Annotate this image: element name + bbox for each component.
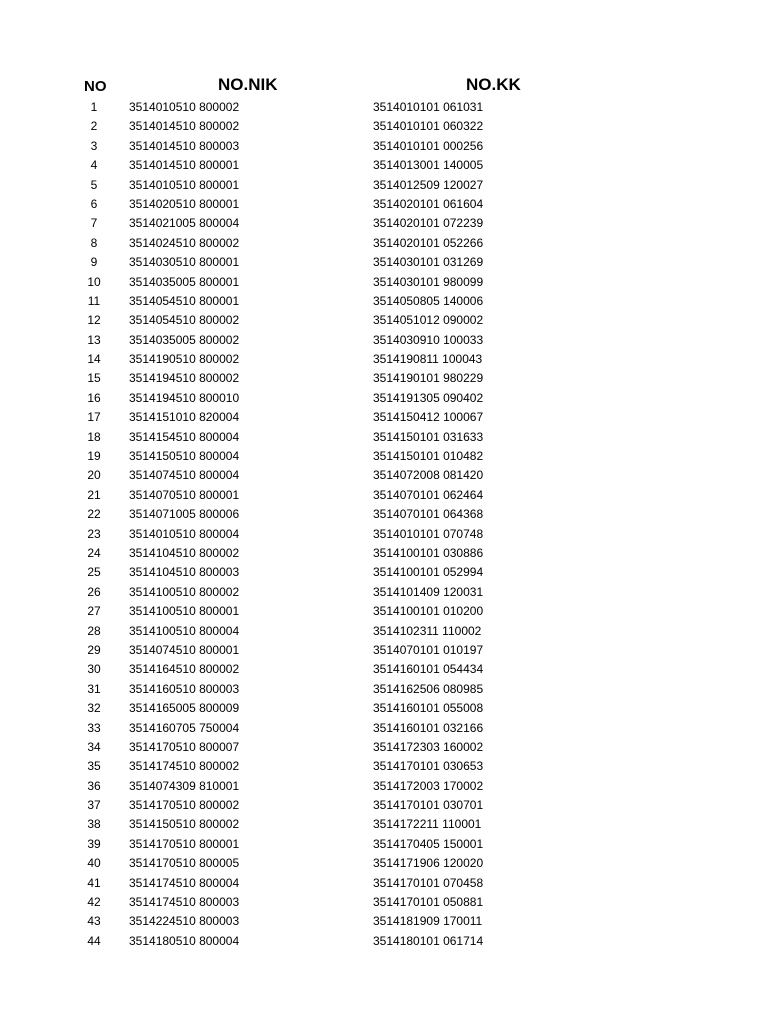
row-number: 40 <box>87 856 101 871</box>
table-row <box>0 234 768 253</box>
row-number: 3 <box>90 138 98 153</box>
row-number: 19 <box>87 449 101 464</box>
kk-cell: 3514170101 070458 <box>373 875 484 890</box>
kk-cell: 3514013001 140005 <box>373 158 484 173</box>
column-header-kk: NO.KK <box>466 75 521 94</box>
table-row <box>0 680 768 699</box>
table-row <box>0 622 768 641</box>
table-row <box>0 117 768 136</box>
row-number: 9 <box>90 255 98 270</box>
row-number: 17 <box>87 410 101 425</box>
nik-cell: 3514035005 800001 <box>129 274 240 289</box>
nik-cell: 3514010510 800002 <box>129 100 240 114</box>
kk-cell: 3514020101 061604 <box>373 196 484 211</box>
table-row <box>0 408 768 427</box>
row-number: 25 <box>87 565 101 580</box>
kk-cell: 3514190101 980229 <box>373 371 484 386</box>
table-row <box>0 815 768 834</box>
nik-cell: 3514164510 800002 <box>129 662 240 677</box>
table-row <box>0 835 768 854</box>
table-header <box>0 72 768 98</box>
row-number: 5 <box>90 177 98 192</box>
table-row <box>0 195 768 214</box>
row-number: 27 <box>87 604 101 619</box>
data-table <box>0 72 768 951</box>
kk-cell: 3514051012 090002 <box>373 313 484 328</box>
nik-cell: 3514170510 800005 <box>129 856 240 871</box>
row-number: 35 <box>87 759 101 774</box>
table-row <box>0 583 768 602</box>
row-number: 34 <box>87 739 101 754</box>
table-row <box>0 428 768 447</box>
nik-cell: 3514160705 750004 <box>129 720 240 735</box>
nik-cell: 3514074510 800004 <box>129 468 240 483</box>
table-row <box>0 563 768 582</box>
kk-cell: 3514171906 120020 <box>373 856 484 871</box>
nik-cell: 3514150510 800002 <box>129 817 240 832</box>
row-number: 7 <box>90 216 98 231</box>
table-row <box>0 176 768 195</box>
kk-cell: 3514030101 031269 <box>373 255 484 270</box>
nik-cell: 3514194510 800002 <box>129 371 240 386</box>
table-row <box>0 912 768 931</box>
kk-cell: 3514070101 064368 <box>373 507 484 522</box>
kk-cell: 3514030101 980099 <box>373 274 484 289</box>
nik-cell: 3514071005 800006 <box>129 507 240 522</box>
row-number: 14 <box>87 352 101 367</box>
row-number: 11 <box>87 293 101 308</box>
kk-cell: 3514020101 052266 <box>373 235 484 250</box>
nik-cell: 3514030510 800001 <box>129 255 240 270</box>
row-number: 12 <box>87 313 101 328</box>
kk-cell: 3514100101 030886 <box>373 545 484 560</box>
kk-cell: 3514170101 030653 <box>373 759 484 774</box>
nik-cell: 3514170510 800001 <box>129 836 240 851</box>
table-row <box>0 292 768 311</box>
nik-cell: 3514074309 810001 <box>129 778 240 793</box>
kk-cell: 3514190811 100043 <box>373 352 483 367</box>
table-row <box>0 253 768 272</box>
nik-cell: 3514070510 800001 <box>129 487 240 502</box>
kk-cell: 3514172003 170002 <box>373 778 484 793</box>
kk-cell: 3514072008 081420 <box>373 468 484 483</box>
nik-cell: 3514021005 800004 <box>129 216 240 231</box>
row-number: 41 <box>87 875 101 890</box>
table-row <box>0 389 768 408</box>
kk-cell: 3514101409 120031 <box>373 584 484 599</box>
nik-cell: 3514194510 800010 <box>129 390 240 405</box>
row-number: 23 <box>87 526 101 541</box>
kk-cell: 3514070101 062464 <box>373 487 484 502</box>
nik-cell: 3514190510 800002 <box>129 352 240 367</box>
kk-cell: 3514160101 054434 <box>373 662 484 677</box>
table-row <box>0 466 768 485</box>
row-number: 30 <box>87 662 101 677</box>
nik-cell: 3514154510 800004 <box>129 429 240 444</box>
nik-cell: 3514010510 800004 <box>129 526 240 541</box>
row-number: 24 <box>87 545 101 560</box>
table-body <box>0 98 768 951</box>
table-row <box>0 602 768 621</box>
table-row <box>0 525 768 544</box>
kk-cell: 3514010101 070748 <box>373 526 484 541</box>
kk-cell: 3514010101 060322 <box>373 119 484 134</box>
nik-cell: 3514100510 800001 <box>129 604 240 619</box>
table-row <box>0 369 768 388</box>
kk-cell: 3514180101 061714 <box>373 933 484 948</box>
kk-cell: 3514170101 050881 <box>373 895 484 910</box>
kk-cell: 3514030910 100033 <box>373 332 484 347</box>
kk-cell: 3514150101 031633 <box>373 429 484 444</box>
row-number: 44 <box>87 933 101 948</box>
table-row <box>0 893 768 912</box>
row-number: 1 <box>90 100 98 114</box>
table-row <box>0 214 768 233</box>
nik-cell: 3514014510 800003 <box>129 138 240 153</box>
kk-cell: 3514160101 055008 <box>373 701 484 716</box>
row-number: 13 <box>87 332 101 347</box>
nik-cell: 3514014510 800002 <box>129 119 240 134</box>
row-number: 4 <box>90 158 98 173</box>
table-row <box>0 719 768 738</box>
row-number: 39 <box>87 836 101 851</box>
row-number: 21 <box>87 487 101 502</box>
kk-cell: 3514100101 010200 <box>373 604 484 619</box>
table-row <box>0 311 768 330</box>
table-row <box>0 156 768 175</box>
kk-cell: 3514100101 052994 <box>373 565 484 580</box>
kk-cell: 3514160101 032166 <box>373 720 484 735</box>
nik-cell: 3514170510 800002 <box>129 798 240 813</box>
kk-cell: 3514162506 080985 <box>373 681 484 696</box>
table-row <box>0 350 768 369</box>
nik-cell: 3514104510 800003 <box>129 565 240 580</box>
row-number: 28 <box>87 623 101 638</box>
nik-cell: 3514180510 800004 <box>129 933 240 948</box>
row-number: 37 <box>87 798 101 813</box>
table-row <box>0 874 768 893</box>
kk-cell: 3514050805 140006 <box>373 293 484 308</box>
nik-cell: 3514074510 800001 <box>129 642 240 657</box>
nik-cell: 3514024510 800002 <box>129 235 240 250</box>
table-row <box>0 505 768 524</box>
table-row <box>0 738 768 757</box>
table-row <box>0 544 768 563</box>
table-row <box>0 777 768 796</box>
column-header-no: NO <box>84 78 107 95</box>
nik-cell: 3514151010 820004 <box>129 410 240 425</box>
kk-cell: 3514191305 090402 <box>373 390 484 405</box>
row-number: 10 <box>87 274 101 289</box>
table-row <box>0 699 768 718</box>
nik-cell: 3514100510 800002 <box>129 584 240 599</box>
table-row <box>0 331 768 350</box>
nik-cell: 3514010510 800001 <box>129 177 240 192</box>
kk-cell: 3514070101 010197 <box>373 642 484 657</box>
nik-cell: 3514174510 800002 <box>129 759 240 774</box>
row-number: 22 <box>87 507 101 522</box>
table-row <box>0 641 768 660</box>
row-number: 36 <box>87 778 101 793</box>
nik-cell: 3514160510 800003 <box>129 681 240 696</box>
nik-cell: 3514020510 800001 <box>129 196 240 211</box>
row-number: 6 <box>90 196 98 211</box>
table-row <box>0 796 768 815</box>
nik-cell: 3514054510 800001 <box>129 293 240 308</box>
nik-cell: 3514104510 800002 <box>129 545 240 560</box>
row-number: 42 <box>87 895 101 910</box>
nik-cell: 3514150510 800004 <box>129 449 240 464</box>
kk-cell: 3514170405 150001 <box>373 836 484 851</box>
table-row <box>0 757 768 776</box>
row-number: 8 <box>90 235 98 250</box>
column-header-nik: NO.NIK <box>218 75 278 94</box>
table-row <box>0 273 768 292</box>
kk-cell: 3514181909 170011 <box>373 914 483 929</box>
nik-cell: 3514014510 800001 <box>129 158 240 173</box>
nik-cell: 3514035005 800002 <box>129 332 240 347</box>
kk-cell: 3514010101 061031 <box>373 100 484 114</box>
table-row <box>0 660 768 679</box>
nik-cell: 3514170510 800007 <box>129 739 240 754</box>
nik-cell: 3514100510 800004 <box>129 623 240 638</box>
row-number: 43 <box>87 914 101 929</box>
row-number: 18 <box>87 429 101 444</box>
kk-cell: 3514172211 110001 <box>373 817 482 832</box>
kk-cell: 3514020101 072239 <box>373 216 484 231</box>
nik-cell: 3514054510 800002 <box>129 313 240 328</box>
nik-cell: 3514174510 800003 <box>129 895 240 910</box>
kk-cell: 3514010101 000256 <box>373 138 484 153</box>
table-row <box>0 137 768 156</box>
table-row <box>0 447 768 466</box>
table-row <box>0 98 768 117</box>
kk-cell: 3514102311 110002 <box>373 623 482 638</box>
nik-cell: 3514165005 800009 <box>129 701 240 716</box>
kk-cell: 3514170101 030701 <box>373 798 484 813</box>
table-row <box>0 486 768 505</box>
row-number: 33 <box>87 720 101 735</box>
nik-cell: 3514224510 800003 <box>129 914 240 929</box>
row-number: 20 <box>87 468 101 483</box>
row-number: 2 <box>90 119 98 134</box>
kk-cell: 3514012509 120027 <box>373 177 484 192</box>
table-row <box>0 932 768 951</box>
table-row <box>0 854 768 873</box>
row-number: 26 <box>87 584 101 599</box>
kk-cell: 3514172303 160002 <box>373 739 484 754</box>
kk-cell: 3514150101 010482 <box>373 449 484 464</box>
row-number: 32 <box>87 701 101 716</box>
row-number: 38 <box>87 817 101 832</box>
kk-cell: 3514150412 100067 <box>373 410 484 425</box>
row-number: 31 <box>87 681 101 696</box>
row-number: 15 <box>87 371 101 386</box>
row-number: 29 <box>87 642 101 657</box>
row-number: 16 <box>87 390 101 405</box>
nik-cell: 3514174510 800004 <box>129 875 240 890</box>
